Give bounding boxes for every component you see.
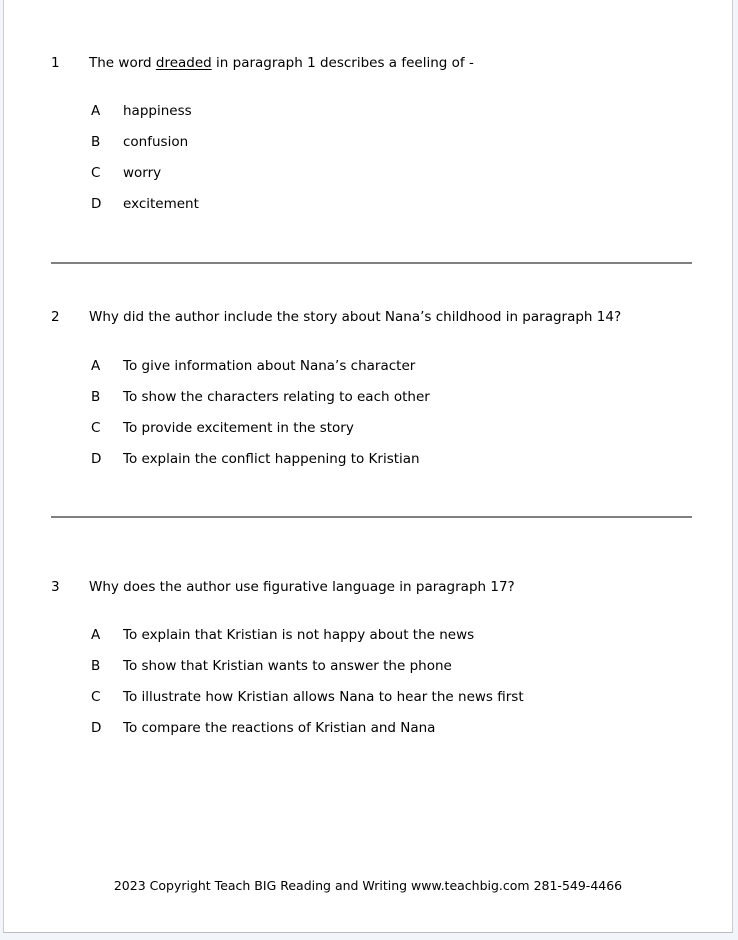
option-text: happiness [123, 103, 192, 119]
option-letter: C [91, 689, 101, 705]
answer-option-3a [91, 620, 524, 651]
option-letter: C [91, 165, 101, 181]
question-3-text: Why does the author use figurative language in paragraph 17? [89, 579, 515, 595]
page-footer: 2023 Copyright Teach BIG Reading and Writing www.teachbig.com 281-549-4466 [113, 878, 623, 893]
option-text: confusion [123, 134, 189, 150]
section-divider-1 [51, 262, 692, 264]
question-1-options [91, 96, 199, 220]
answer-option-3d [91, 713, 524, 744]
option-text: To show the characters relating to each other [123, 389, 430, 405]
question-2 [51, 309, 621, 326]
option-letter: B [91, 134, 101, 150]
answer-option-2b [91, 382, 430, 413]
answer-option-2c [91, 413, 430, 444]
question-2-number: 2 [51, 309, 60, 325]
answer-option-1c [91, 158, 199, 189]
option-letter: C [91, 420, 101, 436]
answer-option-2d [91, 444, 430, 475]
option-letter: A [91, 358, 101, 374]
option-letter: D [91, 196, 102, 212]
question-3-number: 3 [51, 579, 60, 595]
answer-option-1b [91, 127, 199, 158]
option-letter: D [91, 451, 102, 467]
option-text: To explain the conflict happening to Kristian [123, 451, 420, 467]
option-text: To provide excitement in the story [123, 420, 354, 436]
answer-option-1d [91, 189, 199, 220]
option-letter: B [91, 658, 101, 674]
question-2-text: Why did the author include the story about Nana’s childhood in paragraph 14? [89, 309, 622, 325]
answer-option-1a [91, 96, 199, 127]
document-page [3, 0, 733, 933]
option-letter: D [91, 720, 102, 736]
question-3-options [91, 620, 524, 744]
question-1-text-post: in paragraph 1 describes a feeling of - [211, 55, 474, 71]
option-text: worry [123, 165, 162, 181]
option-letter: B [91, 389, 101, 405]
option-text: To explain that Kristian is not happy about the news [123, 627, 475, 643]
option-text: excitement [123, 196, 199, 212]
option-letter: A [91, 103, 101, 119]
option-text: To show that Kristian wants to answer the phone [123, 658, 452, 674]
question-1-underlined-word: dreaded [155, 55, 212, 71]
answer-option-3b [91, 651, 524, 682]
question-1-text-pre: The word [89, 55, 156, 71]
option-text: To give information about Nana’s character [123, 358, 416, 374]
question-2-options [91, 351, 430, 475]
option-text: To compare the reactions of Kristian and Nana [123, 720, 436, 736]
answer-option-3c [91, 682, 524, 713]
question-1 [51, 55, 474, 72]
answer-option-2a [91, 351, 430, 382]
question-1-number: 1 [51, 55, 60, 71]
question-1-text [89, 55, 474, 72]
section-divider-2 [51, 516, 692, 518]
question-3 [51, 579, 515, 596]
option-text: To illustrate how Kristian allows Nana to hear the news first [123, 689, 524, 705]
option-letter: A [91, 627, 101, 643]
